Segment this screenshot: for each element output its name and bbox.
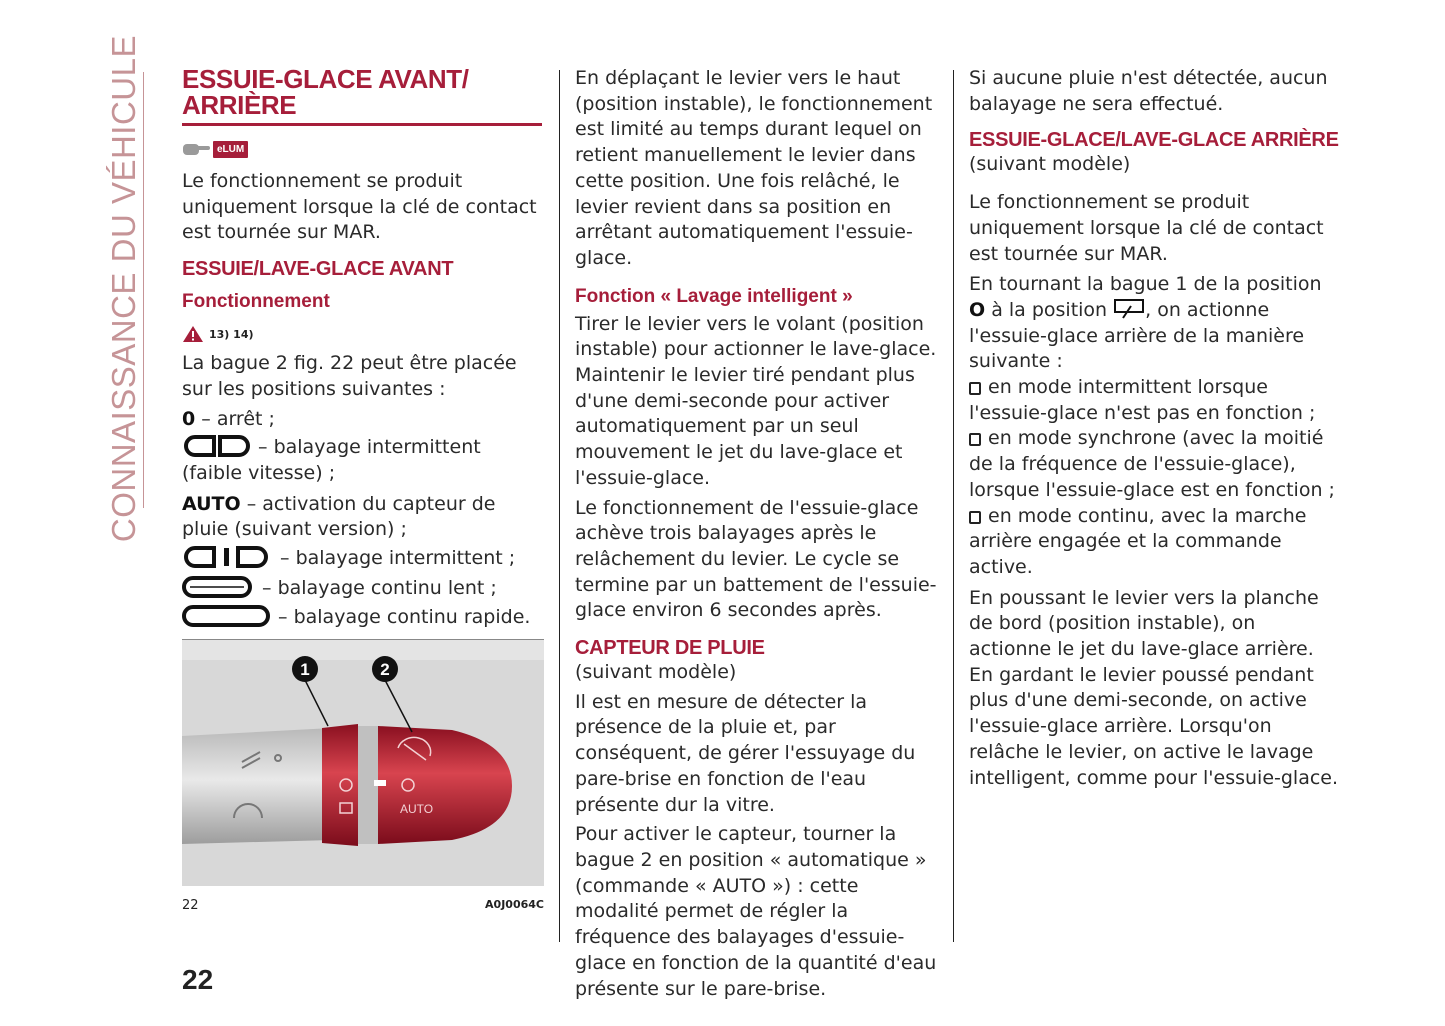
rain-sensor-paragraph: Il est en mesure de détecter la présence de la pluie et, par conséquent, de gérer l'essuyage du pare-brise en fonction de l'eau présente dur la vitre. [575, 690, 916, 816]
figure-code: A0J0064C [485, 898, 544, 912]
checkbox-bullet-icon [969, 433, 981, 446]
position-auto-label: AUTO [182, 492, 241, 515]
position-continuous-fast-text: – balayage continu rapide. [272, 606, 531, 629]
continuous-slow-symbol-icon [182, 575, 256, 599]
elum-badge: eLUM [213, 141, 248, 158]
checkbox-bullet-icon [969, 511, 981, 524]
position-off [182, 407, 544, 433]
column-1 [182, 66, 544, 913]
main-title-line2: ARRIÈRE [182, 90, 297, 120]
intro-paragraph: Le fonctionnement se produit uniquement lorsque la clé de contact est tournée sur MAR. [182, 170, 537, 244]
column-2 [575, 66, 943, 1002]
rear-mode-bullet-1-text: en mode intermittent lorsque l'essuie-glace n'est pas en fonction ; [969, 376, 1316, 424]
heading-rain-sensor: CAPTEUR DE PLUIE [575, 637, 765, 660]
warning-row [182, 323, 544, 345]
position-auto [182, 492, 544, 543]
rain-sensor-subtitle: (suivant modèle) [575, 661, 737, 684]
ring-positions-text: La bague 2 fig. 22 peut être placée sur les positions suivantes : [182, 352, 517, 400]
rear-ring-position-o: O [969, 298, 986, 321]
info-badge-row [182, 137, 544, 161]
rear-mode-bullet-2-text: en mode synchrone (avec la moitié de la fréquence de l'essuie-glace), lorsque l'essuie-glace est en fonction ; [969, 427, 1335, 501]
continuous-fast-symbol-icon [182, 604, 272, 628]
rear-mode-bullet-3-text: en mode continu, avec la marche arrière engagée et la commande active. [969, 504, 1307, 578]
side-title-rule [143, 72, 144, 508]
figure-caption [182, 898, 544, 913]
no-rain-paragraph: Si aucune pluie n'est détectée, aucun balayage ne sera effectué. [969, 67, 1328, 115]
intermittent-slow-symbol-icon [182, 435, 252, 457]
main-title-line1: ESSUIE-GLACE AVANT/ [182, 64, 469, 94]
column-divider [953, 70, 954, 942]
title-underline [182, 123, 542, 126]
rear-mode-bullet-2 [969, 426, 1339, 503]
position-off-label: 0 [182, 407, 196, 430]
wiper-lever-figure [182, 639, 544, 886]
warning-references: 13) 14) [209, 327, 254, 341]
position-continuous-slow-text: – balayage continu lent ; [256, 576, 497, 599]
page-number: 22 [182, 964, 214, 995]
rear-ring-paragraph [969, 272, 1339, 375]
rear-mode-bullet-1 [969, 375, 1339, 426]
rear-intro-paragraph: Le fonctionnement se produit uniquement lorsque la clé de contact est tournée sur MAR. [969, 191, 1324, 265]
side-title-text: CONNAISSANCE DU VÉHICULE [105, 35, 142, 543]
checkbox-bullet-icon [969, 382, 981, 395]
figure-callout-1: 1 [300, 660, 310, 680]
warning-triangle-icon [182, 325, 204, 343]
position-continuous-slow [182, 575, 544, 602]
heading-operation: Fonctionnement [182, 291, 330, 313]
column-divider [559, 70, 560, 942]
rear-ring-text-c: , on actionne l'essuie-glace arrière de la manière suivante : [969, 298, 1305, 373]
figure-number: 22 [182, 898, 199, 914]
wipe-cycle-paragraph: Le fonctionnement de l'essuie-glace achève trois balayages après le relâchement du levier. Le cycle se termine par un battement de l'essuie-glace environ 6 secondes après. [575, 496, 937, 622]
rear-ring-text-a: En tournant la bague 1 de la position [969, 273, 1322, 296]
column-3 [969, 66, 1339, 791]
heading-front-wiper: ESSUIE/LAVE-GLACE AVANT [182, 258, 454, 281]
rear-ring-text-b: à la position [985, 298, 1114, 321]
lever-up-paragraph: En déplaçant le levier vers le haut (position instable), le fonctionnement est limité au temps durant lequel on retient manuellement le levier dans cette position. Une fois relâché, le levier revient dans sa position en arrêtant automatiquement l'essuie-glace. [575, 67, 933, 269]
position-continuous-fast [182, 604, 544, 631]
heading-rear-wiper: ESSUIE-GLACE/LAVE-GLACE ARRIÈRE [969, 129, 1339, 152]
position-intermittent-slow-text: – balayage intermittent (faible vitesse) ; [182, 436, 481, 484]
position-intermittent [182, 546, 544, 572]
rear-wiper-symbol-icon [1113, 298, 1145, 320]
position-intermittent-slow [182, 435, 544, 486]
pointing-hand-icon [182, 141, 212, 157]
rear-washer-paragraph: En poussant le levier vers la planche de bord (position instable), on actionne le jet du lave-glace arrière. En gardant le levier poussé pendant plus d'une demi-seconde, on active l'essuie-glace arrière. Lorsqu'on relâche le levier, on active le lavage intelligent, comme pour l'essuie-glace. [969, 586, 1339, 789]
lever-label-auto: AUTO [400, 802, 434, 817]
position-intermittent-text: – balayage intermittent ; [274, 547, 516, 570]
position-off-text: – arrêt ; [195, 407, 275, 430]
rear-wiper-subtitle: (suivant modèle) [969, 153, 1131, 176]
intermittent-symbol-icon [182, 546, 274, 568]
smart-wash-paragraph: Tirer le levier vers le volant (position instable) pour actionner le lave-glace. Maintenir le levier tiré pendant plus d'une demi-seconde pour activer automatiquement par un seul mouvement le jet du lave-glace et l'essuie-glace. [575, 312, 937, 489]
rain-sensor-activation-paragraph: Pour activer le capteur, tourner la bague 2 en position « automatique » (commande « AUTO ») : cette modalité permet de régler la fréquence des balayages d'essuie-glace en fonction de la quantité d'eau présente sur le pare-brise. [575, 823, 937, 1000]
position-auto-text: – activation du capteur de pluie (suivant version) ; [182, 492, 496, 541]
figure-callout-2: 2 [380, 660, 390, 680]
rear-mode-bullet-3 [969, 504, 1339, 581]
heading-smart-wash: Fonction « Lavage intelligent » [575, 285, 853, 307]
wiper-lever-illustration [182, 640, 544, 886]
